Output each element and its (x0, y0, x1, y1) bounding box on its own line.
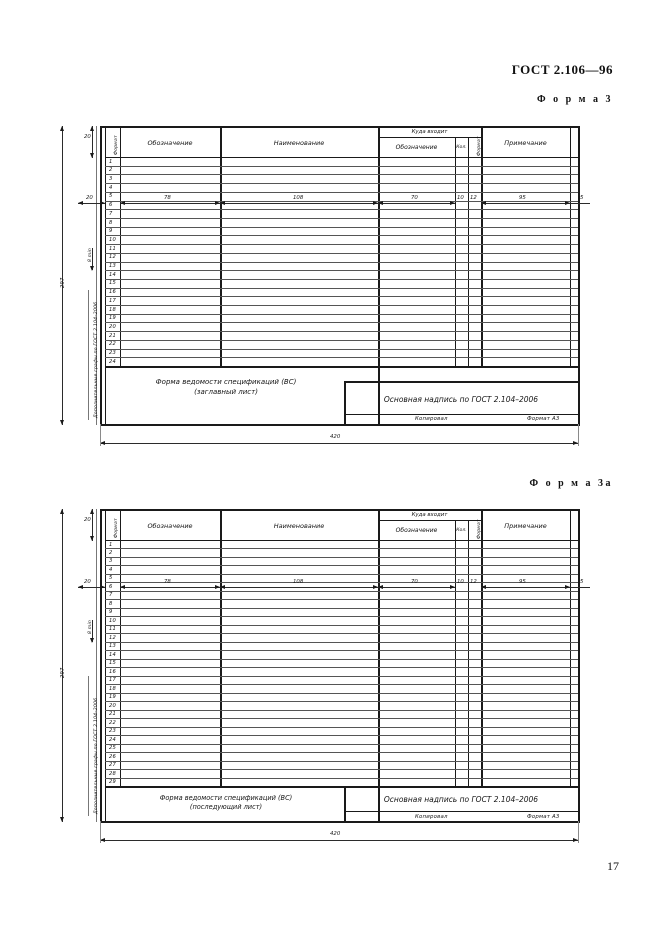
form-3a-side-note: Дополнительные графы по ГОСТ 2.104–2006 (94, 697, 99, 814)
column-header-kol-3a: Кол. (456, 528, 467, 533)
page-number: 17 (607, 859, 619, 873)
table-row: 12 (109, 634, 117, 641)
dim-col-width-1: 20 (86, 195, 93, 201)
form-3-side-note: Дополнительные графы по ГОСТ 2.104–2006 (94, 301, 99, 418)
table-row-line (105, 565, 578, 566)
table-row-line (105, 540, 578, 541)
column-header-oboznachenie-2: Обозначение (395, 144, 438, 151)
table-row-line (105, 625, 578, 626)
column-header-format-inner-3a: Формат (477, 519, 482, 539)
table-row: 11 (109, 245, 117, 252)
dim-total-height-3a: 297 (60, 667, 66, 678)
dim-total-width-3a: 420 (330, 831, 341, 837)
table-row: 13 (109, 263, 117, 270)
dim-col-width-2: 78 (164, 195, 171, 201)
dim-col-width-6-3a: 12 (470, 579, 477, 585)
form-3a-format-label: Формат А3 (527, 814, 560, 820)
table-row: 16 (109, 289, 117, 296)
form-3-format-label: Формат А3 (527, 416, 560, 422)
table-row: 23 (109, 350, 117, 357)
table-row: 8 (109, 219, 113, 226)
table-row: 1 (109, 158, 113, 165)
table-row-line (105, 557, 578, 558)
column-header-oboznachenie-1: Обозначение (147, 138, 193, 147)
table-row-line (105, 752, 578, 753)
dim-row-pitch-3a: 8 min (88, 619, 93, 634)
table-row-line (105, 582, 578, 583)
table-row: 20 (109, 324, 117, 331)
dim-col-width-4-3a: 70 (411, 579, 418, 585)
table-row-line (105, 701, 578, 702)
form-3a-copied-label: Копировал (415, 814, 448, 820)
table-row: 18 (109, 306, 117, 313)
form-3-label: Ф о р м а 3 (537, 94, 613, 105)
table-row: 27 (109, 762, 117, 769)
table-row-line (105, 761, 578, 762)
dim-col-width-5: 10 (457, 195, 464, 201)
table-row-line (105, 574, 578, 575)
table-row: 21 (109, 332, 117, 339)
dim-right-margin-3a: 5 (580, 579, 584, 585)
table-row-line (105, 710, 578, 711)
table-row-line (105, 778, 578, 779)
table-row: 6 (109, 583, 113, 590)
form-3a-label: Ф о р м а 3а (529, 478, 613, 489)
column-header-format-left-3a: Формат (114, 518, 119, 538)
dim-total-width: 420 (330, 434, 341, 440)
table-row: 23 (109, 728, 117, 735)
column-header-primechanie: Примечание (504, 138, 547, 147)
column-header-primechanie-3a: Примечание (504, 521, 547, 530)
table-row: 15 (109, 280, 117, 287)
table-row: 9 (109, 228, 113, 235)
table-row: 22 (109, 719, 117, 726)
table-row: 7 (109, 592, 113, 599)
dim-col-width-7: 95 (519, 195, 526, 201)
table-row-line (105, 769, 578, 770)
table-row: 10 (109, 617, 117, 624)
table-row-line (105, 616, 578, 617)
table-row-line (105, 642, 578, 643)
table-row: 4 (109, 184, 113, 191)
form-3a-title-block-text: Основная надпись по ГОСТ 2.104–2006 (383, 794, 539, 804)
table-row: 24 (109, 358, 117, 365)
dim-col-width-7-3a: 95 (519, 579, 526, 585)
table-row: 24 (109, 736, 117, 743)
table-row: 9 (109, 609, 113, 616)
table-row: 28 (109, 770, 117, 777)
table-row: 13 (109, 643, 117, 650)
dim-col-width-1-3a: 20 (84, 579, 91, 585)
standard-number: ГОСТ 2.106—96 (511, 62, 613, 77)
table-row-line (105, 548, 578, 549)
table-row: 18 (109, 685, 117, 692)
dim-col-width-4: 70 (411, 195, 418, 201)
table-row: 22 (109, 341, 117, 348)
column-header-kol: Кол. (456, 145, 467, 150)
table-row-line (105, 667, 578, 668)
table-row: 16 (109, 668, 117, 675)
dim-col-width-6: 12 (470, 195, 477, 201)
dim-header-height-3a: 20 (84, 517, 91, 523)
table-row: 11 (109, 626, 117, 633)
group-header-kuda-vhodit-3a: Куда входит (411, 512, 448, 518)
table-row-line (105, 718, 578, 719)
table-row-line (105, 633, 578, 634)
table-row-line (105, 684, 578, 685)
table-row-line (105, 608, 578, 609)
table-row-line (105, 693, 578, 694)
table-row: 2 (109, 550, 113, 556)
table-row: 14 (109, 271, 117, 278)
form-3-title-block-text: Основная надпись по ГОСТ 2.104–2006 (383, 394, 539, 404)
dim-row-pitch: 8 min (88, 247, 93, 262)
dim-col-width-2-3a: 78 (164, 579, 171, 585)
table-row-line (105, 727, 578, 728)
column-header-oboznachenie-1-3a: Обозначение (147, 521, 193, 530)
form-3-caption: Форма ведомости спецификаций (ВС) (заглавный лист) (155, 378, 297, 396)
dim-col-width-3: 108 (293, 195, 304, 201)
table-row-line (105, 744, 578, 745)
dim-header-height: 20 (84, 134, 91, 140)
column-header-oboznachenie-2-3a: Обозначение (395, 527, 438, 534)
dim-col-width-3-3a: 108 (293, 579, 304, 585)
group-header-kuda-vhodit: Куда входит (411, 129, 448, 135)
table-row-line (105, 659, 578, 660)
table-row-line (105, 599, 578, 600)
column-header-naimenovanie-3a: Наименование (273, 521, 325, 530)
table-row: 15 (109, 660, 117, 667)
form-3-copied-label: Копировал (415, 416, 448, 422)
table-row: 3 (109, 558, 113, 565)
table-row: 2 (109, 167, 113, 174)
table-row: 21 (109, 711, 117, 718)
dim-total-height: 297 (60, 277, 66, 288)
table-row: 17 (109, 297, 117, 304)
column-header-format-inner: Формат (477, 136, 482, 156)
table-row: 19 (109, 694, 117, 701)
table-row: 20 (109, 702, 117, 709)
table-row: 1 (109, 541, 113, 548)
dim-right-margin: 5 (580, 195, 584, 201)
column-header-format-left: Формат (114, 135, 119, 155)
column-header-naimenovanie: Наименование (273, 138, 325, 147)
table-row: 6 (109, 202, 113, 209)
table-row: 17 (109, 677, 117, 684)
table-row-line (105, 676, 578, 677)
form-3a-caption: Форма ведомости спецификаций (ВС) (последующий лист) (159, 794, 293, 811)
table-row-line (105, 735, 578, 736)
table-row: 25 (109, 745, 117, 752)
table-row-line (105, 650, 578, 651)
table-row: 19 (109, 315, 117, 322)
table-row-line (105, 591, 578, 592)
table-row: 29 (109, 779, 117, 786)
table-row: 5 (109, 575, 113, 582)
table-row: 7 (109, 210, 113, 217)
table-row: 26 (109, 753, 117, 760)
table-row: 12 (109, 254, 117, 261)
dim-col-width-5-3a: 10 (457, 579, 464, 585)
table-row: 5 (109, 193, 113, 200)
table-row: 14 (109, 651, 117, 658)
table-row: 8 (109, 600, 113, 607)
table-row: 10 (109, 236, 117, 243)
table-row: 3 (109, 175, 113, 182)
table-row: 4 (109, 566, 113, 573)
